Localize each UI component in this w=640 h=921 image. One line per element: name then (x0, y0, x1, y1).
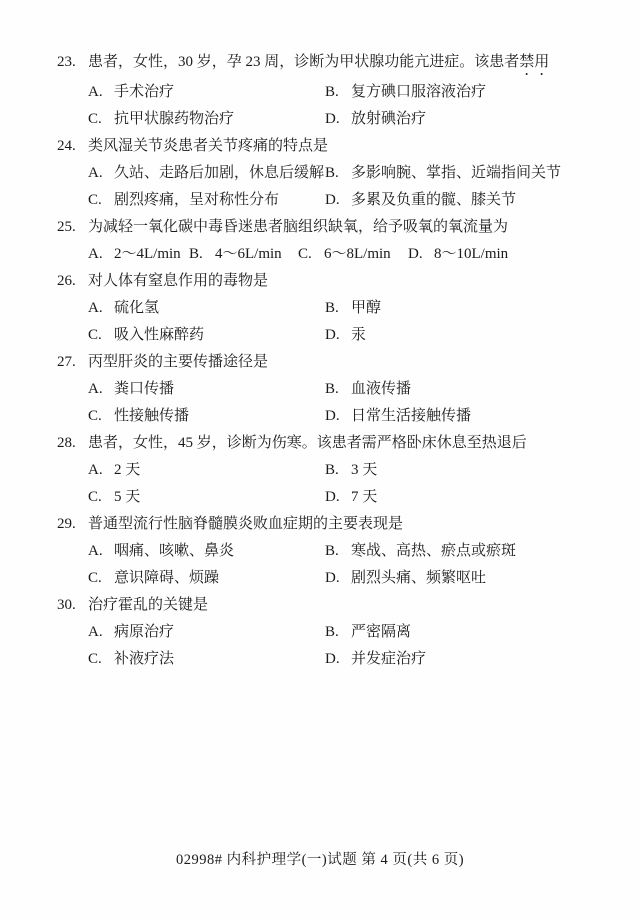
option-b (325, 295, 610, 322)
option-b (325, 79, 610, 106)
question-23 (57, 49, 610, 133)
question-stem-row (57, 430, 610, 457)
page-footer: 02998# 内科护理学(一)试题 第 4 页(共 6 页) (175, 852, 465, 868)
option-text: 病原治疗 (114, 624, 175, 640)
option-text: 2 天 (114, 462, 141, 478)
options-list (88, 160, 610, 214)
option-a (88, 79, 325, 106)
question-stem-row (57, 349, 610, 376)
option-c (88, 187, 325, 214)
option-text: 补液疗法 (114, 651, 175, 667)
option-label: A. (88, 462, 103, 478)
option-a (88, 160, 325, 187)
question-stem: 对人体有窒息作用的毒物是 (88, 273, 269, 289)
option-text: 吸入性麻醉药 (114, 327, 205, 343)
options-list (88, 538, 610, 592)
question-26 (57, 268, 610, 349)
option-d (325, 403, 610, 430)
question-stem-text: 患者，女性，30 岁，孕 23 周，诊断为甲状腺功能亢进症。该患者 (88, 54, 520, 70)
question-stem: 普通型流行性脑脊髓膜炎败血症期的主要表现是 (88, 516, 404, 532)
question-stem: 丙型肝炎的主要传播途径是 (88, 354, 269, 370)
option-label: A. (88, 543, 103, 559)
option-c (88, 403, 325, 430)
question-29 (57, 511, 610, 592)
option-text: 手术治疗 (114, 84, 175, 100)
option-label: B. (325, 165, 339, 181)
option-text: 严密隔离 (351, 624, 412, 640)
option-text: 2～4L/min (114, 246, 181, 262)
question-stem: 为减轻一氧化碳中毒昏迷患者脑组织缺氧，给予吸氧的氧流量为 (88, 219, 509, 235)
option-text: 5 天 (114, 489, 141, 505)
option-d (325, 106, 610, 133)
option-text: 久站、走路后加剧，休息后缓解 (114, 165, 325, 181)
options-list (88, 457, 610, 511)
option-text: 寒战、高热、瘀点或瘀斑 (351, 543, 517, 559)
option-label: A. (88, 246, 103, 262)
option-text: 复方碘口服溶液治疗 (351, 84, 487, 100)
option-text: 剧烈疼痛，呈对称性分布 (114, 192, 280, 208)
question-stem-row (57, 214, 610, 241)
option-label: D. (408, 246, 423, 262)
option-d (325, 322, 610, 349)
option-label: C. (88, 489, 102, 505)
option-b (325, 538, 610, 565)
option-label: B. (325, 624, 339, 640)
question-27 (57, 349, 610, 430)
option-label: D. (325, 651, 340, 667)
option-label: C. (88, 327, 102, 343)
question-stem-row (57, 592, 610, 619)
question-number: 30. (57, 597, 76, 613)
option-text: 性接触传播 (114, 408, 190, 424)
option-label: A. (88, 165, 103, 181)
option-a (88, 619, 325, 646)
options-list (88, 295, 610, 349)
option-b (189, 241, 298, 268)
option-c (88, 565, 325, 592)
option-text: 抗甲状腺药物治疗 (114, 111, 235, 127)
question-number: 23. (57, 54, 76, 70)
option-label: B. (325, 381, 339, 397)
option-label: B. (325, 300, 339, 316)
option-text: 意识障碍、烦躁 (114, 570, 220, 586)
option-text: 7 天 (351, 489, 378, 505)
option-c (88, 322, 325, 349)
option-label: B. (325, 462, 339, 478)
question-stem: 治疗霍乱的关键是 (88, 597, 209, 613)
option-label: C. (298, 246, 312, 262)
option-label: C. (88, 651, 102, 667)
option-label: B. (325, 543, 339, 559)
option-label: C. (88, 570, 102, 586)
option-label: D. (325, 408, 340, 424)
option-b (325, 376, 610, 403)
question-stem-emphasis: 禁用 (519, 54, 550, 70)
option-label: A. (88, 624, 103, 640)
option-c (298, 241, 408, 268)
option-text: 日常生活接触传播 (351, 408, 472, 424)
option-c (88, 646, 325, 673)
option-label: D. (325, 111, 340, 127)
options-list (88, 619, 610, 673)
option-text: 甲醇 (351, 300, 382, 316)
question-25 (57, 214, 610, 268)
option-label: D. (325, 570, 340, 586)
option-d (325, 484, 610, 511)
question-number: 29. (57, 516, 76, 532)
option-text: 6～8L/min (324, 246, 391, 262)
option-text: 8～10L/min (434, 246, 509, 262)
option-label: B. (325, 84, 339, 100)
option-c (88, 106, 325, 133)
option-text: 放射碘治疗 (351, 111, 427, 127)
option-text: 4～6L/min (215, 246, 282, 262)
option-a (88, 376, 325, 403)
option-text: 并发症治疗 (351, 651, 427, 667)
option-b (325, 457, 610, 484)
option-a (88, 457, 325, 484)
option-a (88, 538, 325, 565)
question-stem-row (57, 268, 610, 295)
option-d (325, 565, 610, 592)
question-stem-row (57, 49, 610, 79)
option-d (325, 187, 610, 214)
question-number: 24. (57, 138, 76, 154)
question-number: 28. (57, 435, 76, 451)
option-text: 多影响腕、掌指、近端指间关节 (351, 165, 562, 181)
question-stem-row (57, 511, 610, 538)
option-text: 咽痛、咳嗽、鼻炎 (114, 543, 235, 559)
option-label: A. (88, 300, 103, 316)
option-label: D. (325, 327, 340, 343)
option-text: 剧烈头痛、频繁呕吐 (351, 570, 487, 586)
option-label: D. (325, 192, 340, 208)
options-list (88, 241, 610, 268)
option-a (88, 295, 325, 322)
question-stem (88, 49, 549, 79)
options-list (88, 79, 610, 133)
option-label: C. (88, 192, 102, 208)
question-30 (57, 592, 610, 673)
option-label: B. (189, 246, 203, 262)
option-text: 血液传播 (351, 381, 412, 397)
option-text: 汞 (351, 327, 367, 343)
question-number: 25. (57, 219, 76, 235)
question-24 (57, 133, 610, 214)
option-text: 多累及负重的髋、膝关节 (351, 192, 517, 208)
question-stem-row (57, 133, 610, 160)
option-c (88, 484, 325, 511)
option-text: 3 天 (351, 462, 378, 478)
option-label: C. (88, 111, 102, 127)
question-number: 27. (57, 354, 76, 370)
option-d (408, 241, 610, 268)
question-28 (57, 430, 610, 511)
option-text: 硫化氢 (114, 300, 160, 316)
options-list (88, 376, 610, 430)
question-number: 26. (57, 273, 76, 289)
option-b (325, 160, 610, 187)
option-b (325, 619, 610, 646)
option-label: A. (88, 84, 103, 100)
option-a (88, 241, 189, 268)
option-text: 粪口传播 (114, 381, 175, 397)
option-label: C. (88, 408, 102, 424)
question-stem: 患者，女性，45 岁，诊断为伤寒。该患者需严格卧床休息至热退后 (88, 435, 527, 451)
option-label: A. (88, 381, 103, 397)
option-label: D. (325, 489, 340, 505)
question-stem: 类风湿关节炎患者关节疼痛的特点是 (88, 138, 329, 154)
option-d (325, 646, 610, 673)
